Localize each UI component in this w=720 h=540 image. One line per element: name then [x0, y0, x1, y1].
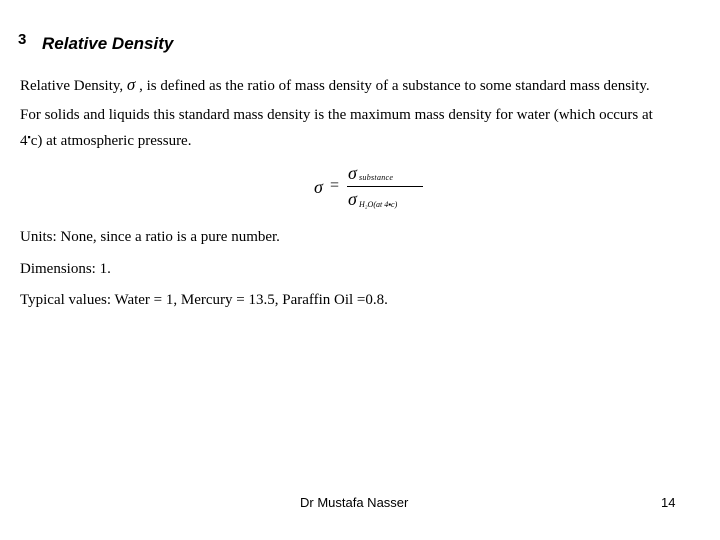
standard-density-line-2: [20, 132, 710, 150]
definition-text-end: , is defined as the ratio of mass density of a substance to some standard mass density.: [135, 78, 650, 94]
formula-numerator-subscript: substance: [359, 173, 394, 182]
dimensions-line: Dimensions: 1.: [20, 261, 111, 277]
temperature-value: 4: [20, 133, 28, 149]
section-number: 3: [18, 31, 27, 48]
formula-denominator-subscript: H₂O(at 4▪c): [359, 200, 398, 209]
footer-author: Dr Mustafa Nasser: [300, 495, 409, 510]
definition-paragraph: [20, 75, 710, 95]
standard-density-line-2-rest: c) at atmospheric pressure.: [30, 133, 192, 149]
formula-numerator-symbol: σ: [348, 163, 357, 183]
formula-fraction-bar: [347, 186, 423, 187]
definition-text-start: Relative Density,: [20, 78, 127, 94]
page-number: 14: [661, 495, 676, 510]
section-title: Relative Density: [42, 34, 174, 53]
formula-equals: =: [330, 177, 340, 194]
formula-lhs: σ: [314, 177, 323, 197]
units-line: Units: None, since a ratio is a pure number.: [20, 229, 280, 245]
degree-mark: ▪: [27, 132, 31, 142]
formula-denominator-symbol: σ: [348, 189, 357, 209]
typical-values-line: Typical values: Water = 1, Mercury = 13.5, Paraffin Oil =0.8.: [20, 292, 388, 308]
standard-density-line-1: For solids and liquids this standard mass density is the maximum mass density for water (which occurs at: [20, 107, 653, 123]
relative-density-formula: [314, 163, 424, 219]
sigma-symbol: σ: [126, 75, 136, 94]
